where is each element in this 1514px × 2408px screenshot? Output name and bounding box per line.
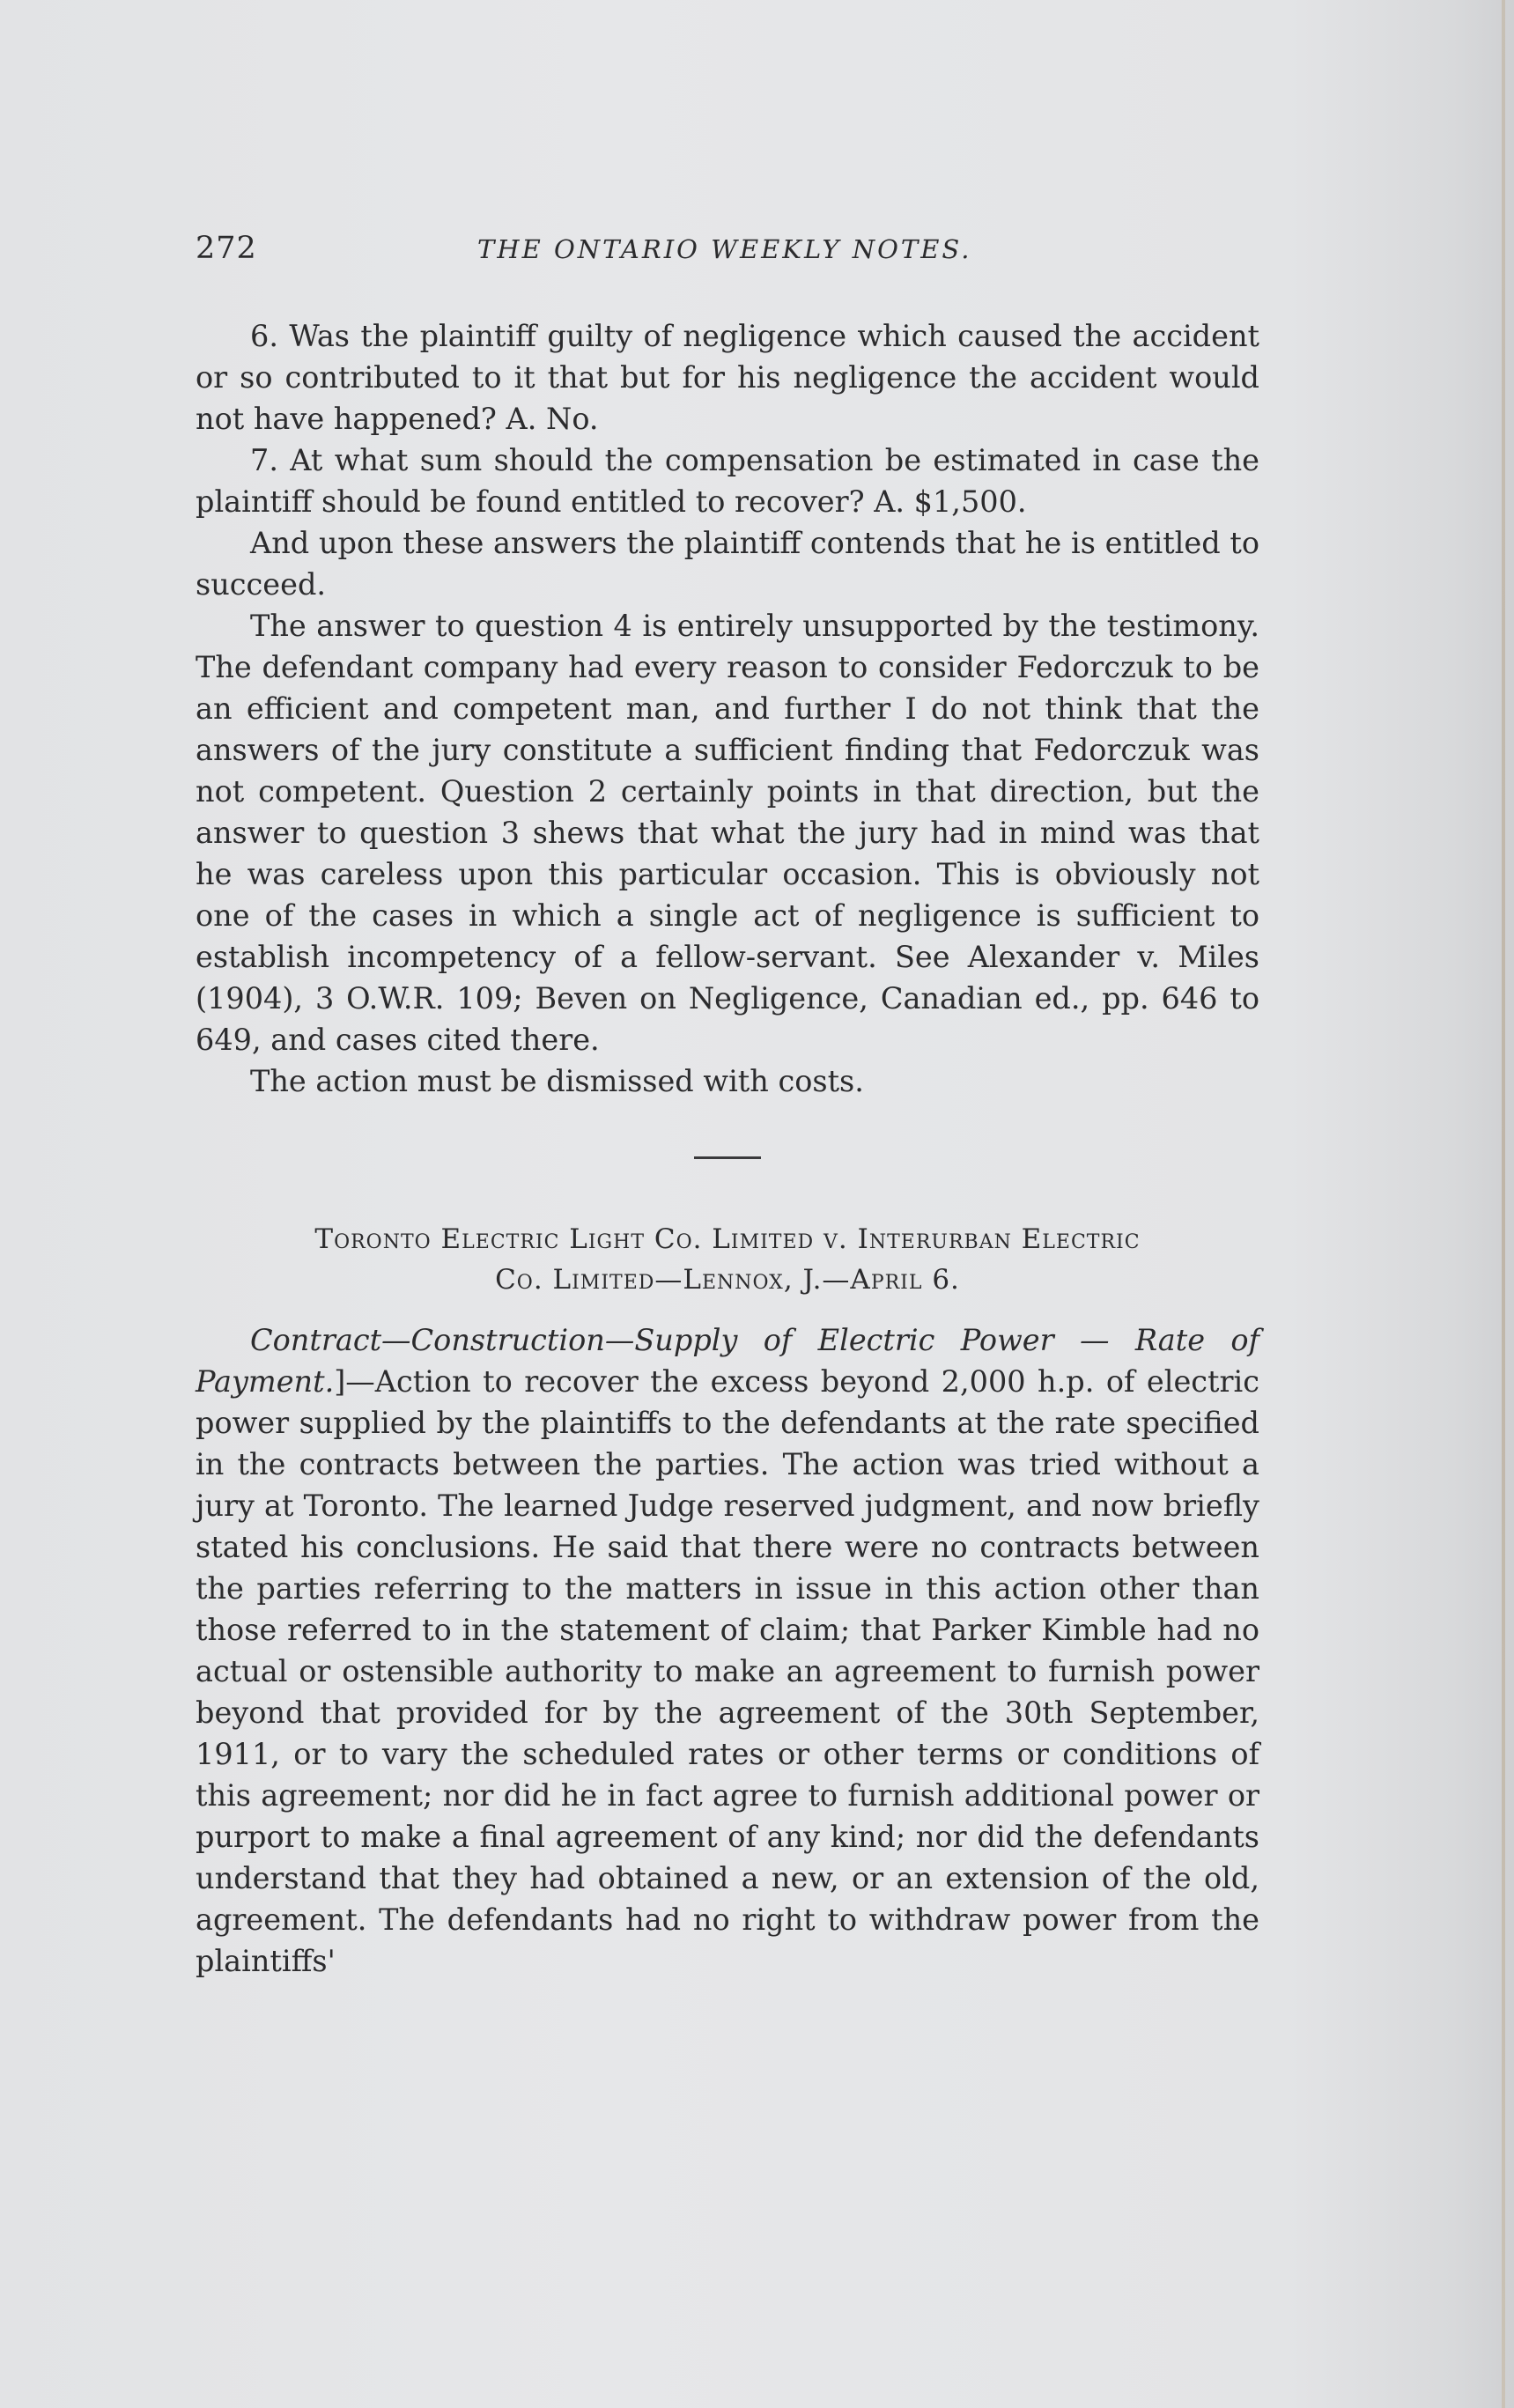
page-content xyxy=(196,231,1259,1982)
dismissal-paragraph: The action must be dismissed with costs. xyxy=(250,1064,864,1098)
judgment-reasoning-paragraph: The answer to question 4 is entirely unsupported by the testimony. The defendant company had every reason to consider Fedorczuk to be an efficient and competent man, and further I do not think that the answers of the jury constitute a sufficient finding that Fedorczuk was not competent. Question 2 certainly points in that direction, but the answer to question 3 shews that what the jury had in mind was that he was careless upon this particular occasion. This is obviously not one of the cases in which a single act of negligence is sufficient to establish incompetency of a fellow-servant. See Alexander v. Miles (1904), 3 O.W.R. 109; Beven on Negligence, Canadian ed., pp. 646 to 649, and cases cited there. xyxy=(196,609,1259,1057)
journal-title: THE ONTARIO WEEKLY NOTES. xyxy=(477,234,972,264)
page-number: 272 xyxy=(196,231,257,266)
page-edge-shadow xyxy=(1502,0,1505,2408)
question-7-paragraph: 7. At what sum should the compensation be estimated in case the plaintiff should be found entitled to recover? A. $1,500. xyxy=(196,443,1259,519)
running-head xyxy=(196,231,1259,284)
case-catchwords: Contract—Construction—Supply of Electric Power — Rate of Payment. xyxy=(196,1323,1259,1399)
case-heading-line-2: Co. Limited—Lennox, J.—April 6. xyxy=(495,1264,960,1296)
case-heading xyxy=(196,1219,1259,1300)
case-summary-body: ]—Action to recover the excess beyond 2,000 h.p. of electric power supplied by the plaintiffs to the defendants at the rate specified in the contracts between the parties. The action was tried without a jury at Toronto. The learned Judge reserved judgment, and now briefly stated his conclusions. He said that there were no contracts between the parties referring to the matters in issue in this action other than those referred to in the statement of claim; that Parker Kimble had no actual or ostensible authority to make an agreement to furnish power beyond that provided for by the agreement of the 30th September, 1911, or to vary the scheduled rates or other terms or conditions of this agreement; nor did he in fact agree to furnish additional power or purport to make a final agreement of any kind; nor did the defendants understand that they had obtained a new, or an extension of the old, agreement. The defendants had no right to withdraw power from the plaintiffs' xyxy=(196,1364,1259,1978)
section-divider xyxy=(694,1156,761,1159)
question-6-paragraph: 6. Was the plaintiff guilty of negligence which caused the accident or so contributed to it that but for his negligence the accident would not have happened? A. No. xyxy=(196,319,1259,436)
case-heading-line-1: Toronto Electric Light Co. Limited v. Interurban Electric xyxy=(314,1223,1141,1255)
case-summary-paragraph xyxy=(196,1319,1259,1982)
plaintiff-contention-paragraph: And upon these answers the plaintiff contends that he is entitled to succeed. xyxy=(196,526,1259,602)
